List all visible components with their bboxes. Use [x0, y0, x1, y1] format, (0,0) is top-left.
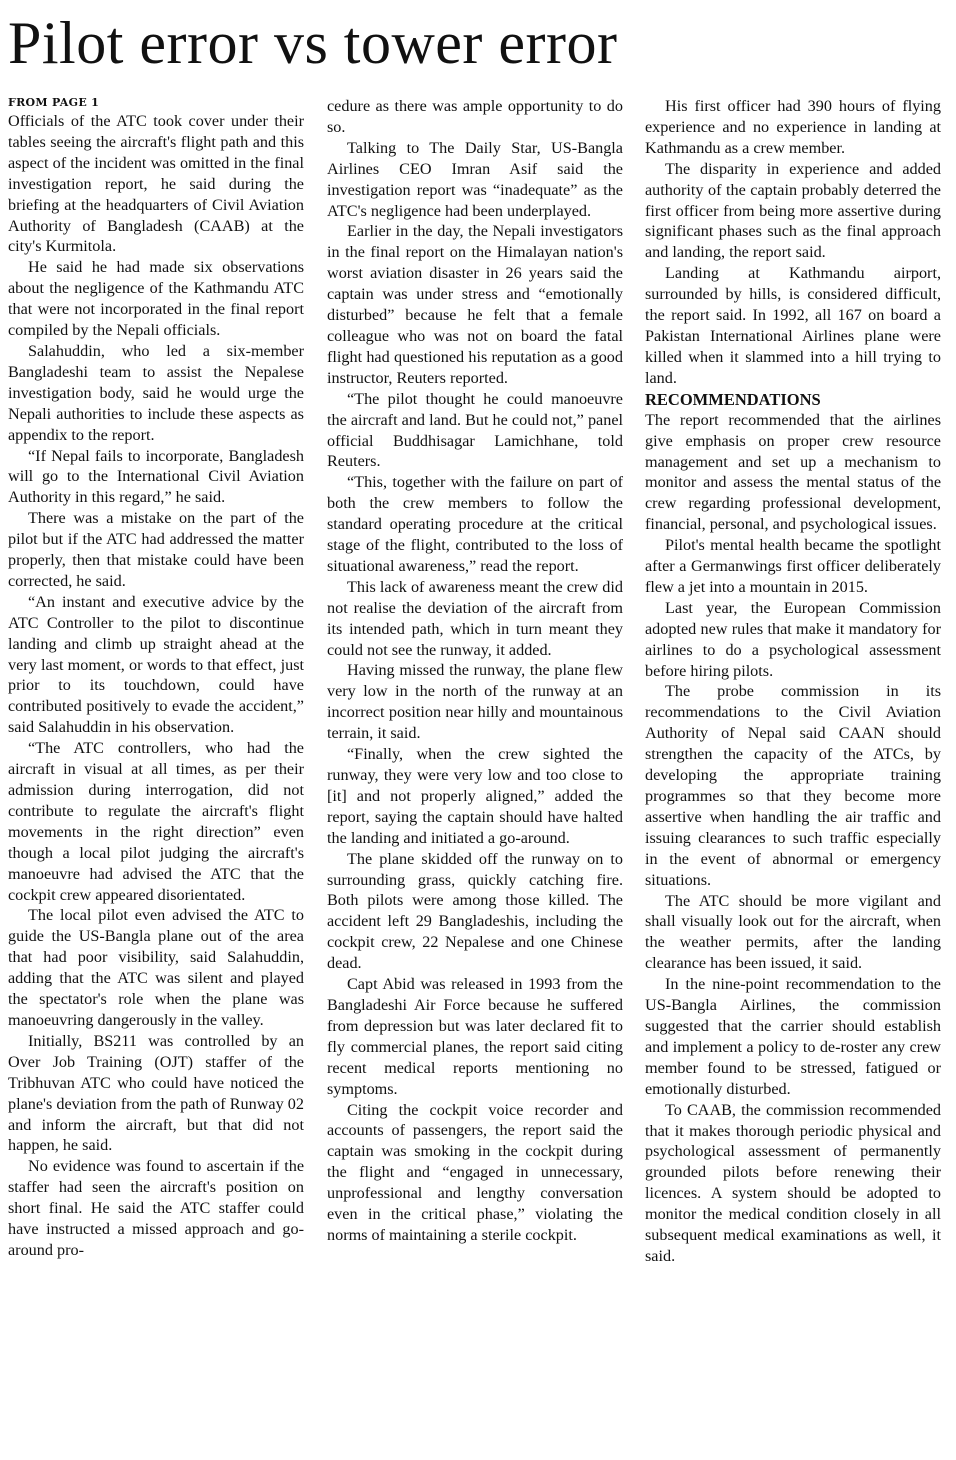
subhead-recommendations: RECOMMENDATIONS — [645, 389, 821, 409]
paragraph: Officials of the ATC took cover under their tables seeing the aircraft's flight path and this aspect of the incident was omitted in the final investigation report, he said during the briefing at the headquarters of Civil Aviation Authority of Bangladesh (CAAB) at the city's Kurmitola. — [8, 112, 304, 256]
paragraph: Citing the cockpit voice recorder and accounts of passengers, the report said the captain was smoking in the cockpit during the flight and “engaged in unnecessary, unprofessional and lengthy conversation even in the critical phase,” violating the norms of maintaining a sterile cockpit. — [327, 1100, 623, 1244]
paragraph: “Finally, when the crew sighted the runway, they were very low and too close to [it] and not properly aligned,” added the report, saying the captain should have halted the landing and initiated a go-around. — [327, 745, 623, 847]
column-3 — [645, 96, 941, 1267]
paragraph: To CAAB, the commission recommended that it makes thorough periodic physical and psychological assessment of permanently grounded pilots before renewing their licences. A system should be adopted to monitor the medical condition closely in all subsequent medical examinations as well, it said. — [645, 1100, 941, 1265]
paragraph: He said he had made six observations about the negligence of the Kathmandu ATC that were not incorporated in the final report compiled by the Nepali officials. — [8, 258, 304, 340]
paragraph: The report recommended that the airlines give emphasis on proper crew resource management and set up a mechanism to monitor and assess the mental status of the crew regarding professional development, financial, personal, and psychological issues. — [645, 410, 941, 534]
paragraph: No evidence was found to ascertain if the staffer had seen the aircraft's position on short final. He said the ATC staffer could have instructed a missed approach and go-around pro- — [8, 1157, 304, 1259]
paragraph: In the nine-point recommendation to the US-Bangla Airlines, the commission suggested that the carrier should establish and implement a policy to de-roster any crew member found to be stressed, fatigued or emotionally disturbed. — [645, 975, 941, 1098]
paragraph: Capt Abid was released in 1993 from the Bangladeshi Air Force because he suffered from depression but was later declared fit to fly commercial planes, the report said citing recent medical reports mentioning no symptoms. — [327, 975, 623, 1098]
paragraph: The local pilot even advised the ATC to guide the US-Bangla plane out of the area that had poor visibility, said Salahuddin, adding that the ATC was silent and played the spectator's role when the plane was manoeuvring dangerously in the valley. — [8, 906, 304, 1029]
paragraph: Salahuddin, who led a six-member Bangladeshi team to assist the Nepalese investigation body, said he would urge the Nepali authorities to include these aspects as appendix to the report. — [8, 341, 304, 444]
column-2 — [327, 96, 623, 1246]
column-1 — [8, 96, 304, 1261]
paragraph: Last year, the European Commission adopted new rules that make it mandatory for airlines to do a psychological assessment before hiring pilots. — [645, 598, 941, 680]
paragraph: The probe commission in its recommendations to the Civil Aviation Authority of Nepal said CAAN should strengthen the capacity of the ATCs, by developing the appropriate training programmes so that they become more assertive when handling the air traffic and issuing clearances to such traffic especially in the event of abnormal or emergency situations. — [645, 682, 941, 889]
paragraph: “This, together with the failure on part of both the crew members to follow the standard operating procedure at the critical stage of the flight, contributed to the loss of situational awareness,” read the report. — [327, 473, 623, 575]
paragraph: This lack of awareness meant the crew did not realise the deviation of the aircraft from its intended path, which in turn meant they could not see the runway, it added. — [327, 577, 623, 659]
paragraph: Initially, BS211 was controlled by an Over Job Training (OJT) staffer of the Tribhuvan ATC who could have noticed the plane's deviation from the path of Runway 02 and inform the aircraft, but that did not happen, he said. — [8, 1031, 304, 1155]
paragraph: His first officer had 390 hours of flying experience and no experience in landing at Kathmandu as a crew member. — [645, 97, 941, 157]
paragraph: The disparity in experience and added authority of the captain probably deterred the first officer from being more assertive during significant phases such as the final approach and landing, the report said. — [645, 159, 941, 262]
paragraph: “If Nepal fails to incorporate, Bangladesh will go to the International Civil Aviation Authority in this regard,” he said. — [8, 446, 304, 507]
paragraph: Earlier in the day, the Nepali investigators in the final report on the Himalayan nation's worst aviation disaster in 26 years said the captain was under stress and “emotionally disturbed” because he felt that a female colleague who was not on board the fatal flight had questioned his reputation as a good instructor, Reuters reported. — [327, 222, 623, 387]
kicker: FROM PAGE 1 — [8, 96, 100, 109]
headline: Pilot error vs tower error — [8, 10, 618, 76]
paragraph: “The pilot thought he could manoeuvre the aircraft and land. But he could not,” panel official Buddhisagar Lamichhane, told Reuters. — [327, 389, 623, 471]
paragraph: cedure as there was ample opportunity to do so. — [327, 97, 623, 136]
paragraph: The plane skidded off the runway on to surrounding grass, quickly catching fire. Both pilots were among those killed. The accident left 29 Bangladeshis, including the cockpit crew, 22 Nepalese and one Chinese dead. — [327, 849, 623, 973]
paragraph: “An instant and executive advice by the ATC Controller to the pilot to discontinue landing and climb up straight ahead at the very last moment, or words to that effect, just prior to its touchdown, could have contributed positively to evade the accident,” said Salahuddin in his observation. — [8, 592, 304, 737]
paragraph: “The ATC controllers, who had the aircraft in visual at all times, as per their admission during interrogation, did not contribute to regulate the aircraft's flight movements in the right direction” even though a local pilot judging the aircraft's manoeuvre had advised the ATC that the cockpit crew appeared disorientated. — [8, 739, 304, 904]
paragraph: Pilot's mental health became the spotlight after a Germanwings first officer deliberately flew a jet into a mountain in 2015. — [645, 536, 941, 596]
paragraph: Talking to The Daily Star, US-Bangla Airlines CEO Imran Asif said the investigation report was “inadequate” as the ATC's negligence had been underplayed. — [327, 138, 623, 220]
paragraph: Landing at Kathmandu airport, surrounded by hills, is considered difficult, the report said. In 1992, all 167 on board a Pakistan International Airlines plane were killed when it slammed into a hill trying to land. — [645, 264, 941, 387]
paragraph: The ATC should be more vigilant and shall visually look out for the aircraft, when the weather permits, after the landing clearance has been issued, it said. — [645, 891, 941, 973]
paragraph: Having missed the runway, the plane flew very low in the north of the runway at an incorrect position near hilly and mountainous terrain, it said. — [327, 661, 623, 743]
paragraph: There was a mistake on the part of the pilot but if the ATC had addressed the matter properly, then that mistake could have been corrected, he said. — [8, 509, 304, 590]
